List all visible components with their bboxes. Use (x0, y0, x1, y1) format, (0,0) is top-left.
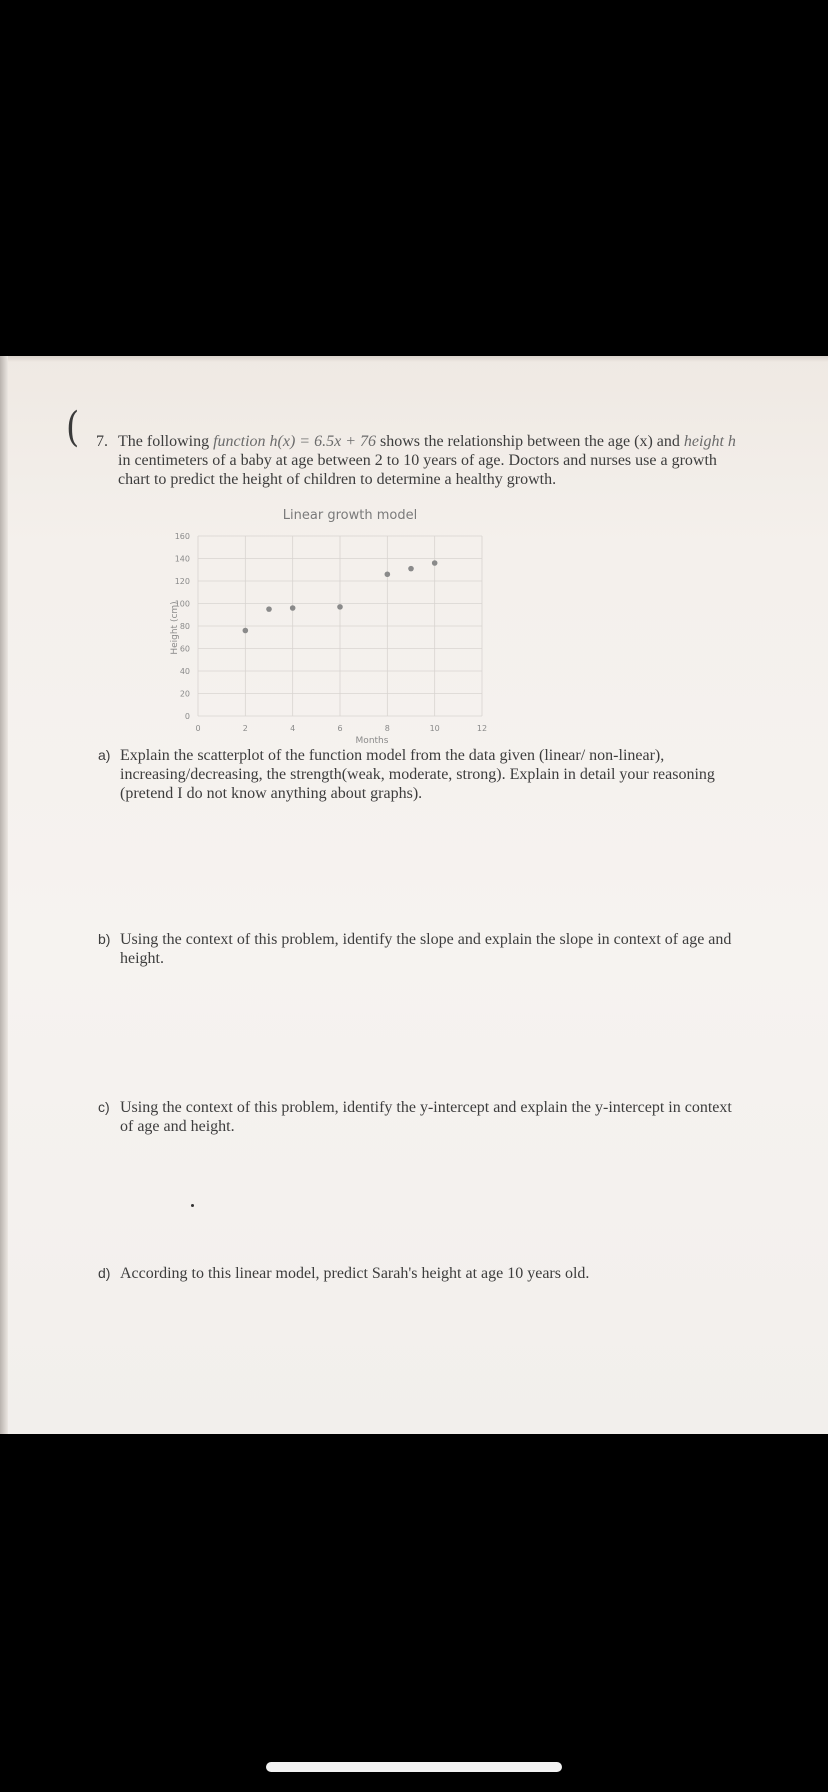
data-point (337, 604, 343, 610)
stray-pencil-dot (191, 1204, 194, 1207)
chart-title: Linear growth model (282, 508, 418, 523)
y-tick-label: 20 (179, 689, 190, 699)
question-b-text: Using the context of this problem, identify the slope and explain the slope in context of age and height. (120, 931, 732, 967)
question-d (98, 1264, 738, 1283)
question-d-label: d) (98, 1265, 111, 1281)
x-tick-label: 12 (476, 724, 488, 733)
chart-svg (160, 506, 540, 746)
y-axis-label: Height (cm) (170, 601, 180, 655)
problem-statement (96, 432, 736, 489)
x-axis-ticks (195, 724, 487, 733)
y-tick-label: 60 (179, 644, 190, 654)
problem-text (118, 432, 736, 489)
y-tick-label: 100 (174, 599, 190, 609)
height-variable: height h (683, 433, 736, 450)
y-tick-label: 160 (174, 532, 190, 541)
problem-number: 7. (96, 433, 108, 450)
x-tick-label: 10 (429, 724, 440, 733)
question-c (98, 1098, 738, 1136)
paper-edge-top (0, 356, 828, 362)
worksheet-photo (0, 356, 828, 1434)
y-tick-label: 140 (174, 554, 190, 564)
question-c-label: c) (98, 1099, 110, 1115)
x-tick-label: 6 (337, 724, 343, 733)
question-a (98, 746, 738, 803)
question-b-label: b) (98, 931, 111, 947)
problem-rest: in centimeters of a baby at age between 2 to 10 years of age. Doctors and nurses use a growth chart to predict the height of children to determine a healthy growth. (118, 452, 717, 488)
data-point (290, 605, 296, 611)
x-axis-label: Months (355, 736, 389, 746)
x-tick-label: 4 (290, 724, 296, 733)
y-tick-label: 80 (179, 622, 190, 631)
x-tick-label: 0 (195, 724, 201, 733)
data-point (243, 628, 249, 634)
data-point (432, 560, 438, 566)
y-tick-label: 40 (179, 667, 190, 676)
paper-edge-left (0, 356, 8, 1434)
margin-pencil-mark: ( (66, 404, 80, 452)
question-b (98, 930, 738, 968)
question-a-text: Explain the scatterplot of the function model from the data given (linear/ non-linear), increasing/decreasing, the strength(weak, moderate, strong). Explain in detail your reasoning (pretend I do not know anything about graphs). (120, 747, 715, 802)
question-c-text: Using the context of this problem, identify the y-intercept and explain the y-intercept in context of age and height. (120, 1099, 732, 1135)
data-point (385, 571, 391, 577)
y-tick-label: 120 (174, 577, 190, 586)
problem-body: shows the relationship between the age (x) and (379, 433, 680, 450)
function-text: function h(x) = 6.5x + 76 (213, 433, 376, 450)
x-tick-label: 2 (242, 724, 248, 733)
data-point (266, 606, 272, 612)
question-a-label: a) (98, 747, 111, 763)
chart-grid (198, 536, 482, 716)
question-d-text: According to this linear model, predict Sarah's height at age 10 years old. (120, 1265, 590, 1282)
home-indicator[interactable] (266, 1762, 562, 1772)
scatter-chart (160, 506, 540, 746)
data-point (408, 566, 414, 572)
y-tick-label: 0 (184, 712, 190, 721)
problem-intro: The following (118, 433, 210, 450)
x-tick-label: 8 (384, 724, 390, 733)
